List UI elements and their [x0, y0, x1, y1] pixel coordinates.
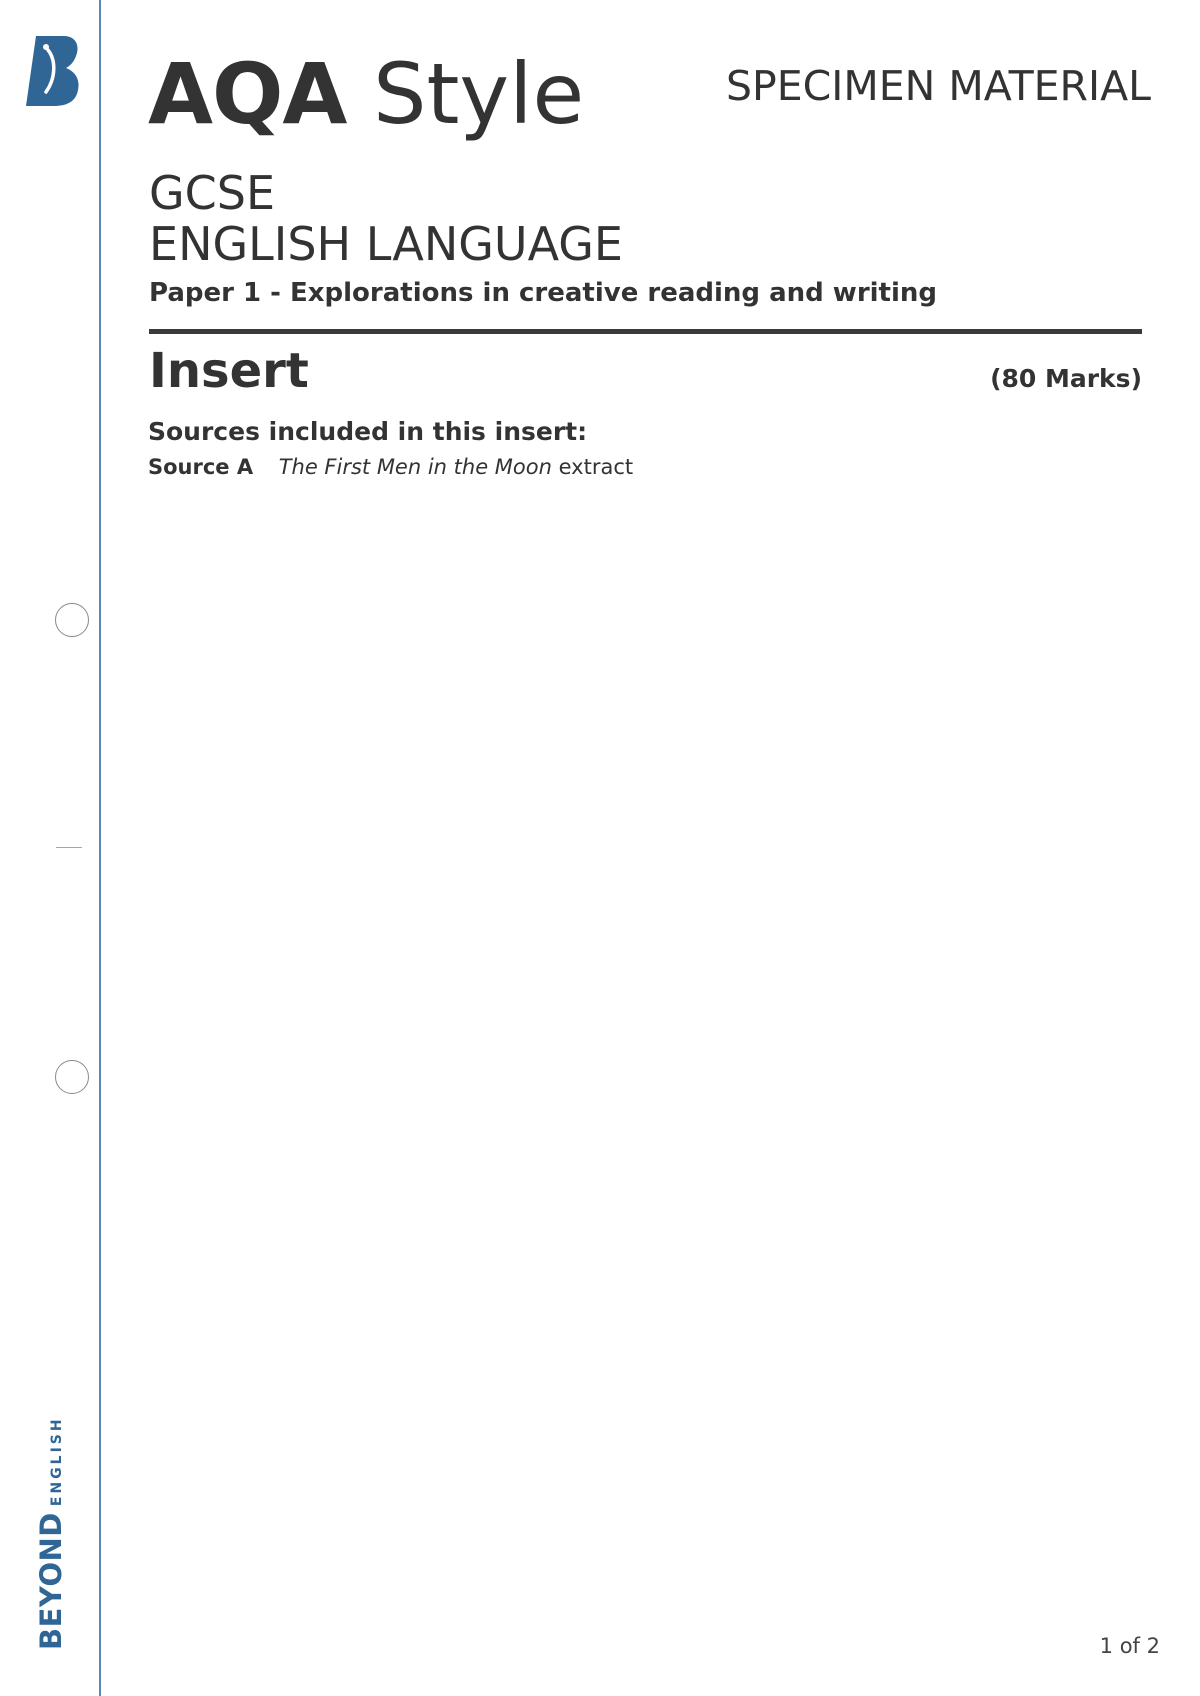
fold-mark — [56, 847, 82, 848]
paper-title: Paper 1 - Explorations in creative reading and writing — [149, 278, 938, 308]
specimen-label: SPECIMEN MATERIAL — [725, 62, 1151, 110]
insert-heading: Insert — [149, 343, 309, 399]
punch-hole-top — [55, 603, 89, 637]
sources-heading: Sources included in this insert: — [148, 417, 588, 446]
punch-hole-bottom — [55, 1060, 89, 1094]
qualification: GCSE — [149, 166, 276, 220]
source-item — [148, 455, 633, 479]
side-brand-logo — [34, 1416, 68, 1650]
title-bold: AQA — [148, 45, 347, 143]
heading-divider — [149, 329, 1142, 334]
total-marks: (80 Marks) — [990, 364, 1142, 393]
beyond-b-logo-icon — [26, 34, 82, 108]
title-light: Style — [373, 45, 585, 143]
margin-rule — [99, 0, 101, 1696]
page-number: 1 of 2 — [1099, 1634, 1160, 1658]
document-title — [148, 45, 585, 143]
source-title: The First Men in the Moon — [278, 455, 552, 479]
brand-name: BEYOND — [34, 1512, 68, 1650]
source-label: Source A — [148, 455, 254, 479]
subject: ENGLISH LANGUAGE — [149, 217, 623, 271]
brand-subname: ENGLISH — [49, 1416, 65, 1507]
source-suffix: extract — [558, 455, 634, 479]
